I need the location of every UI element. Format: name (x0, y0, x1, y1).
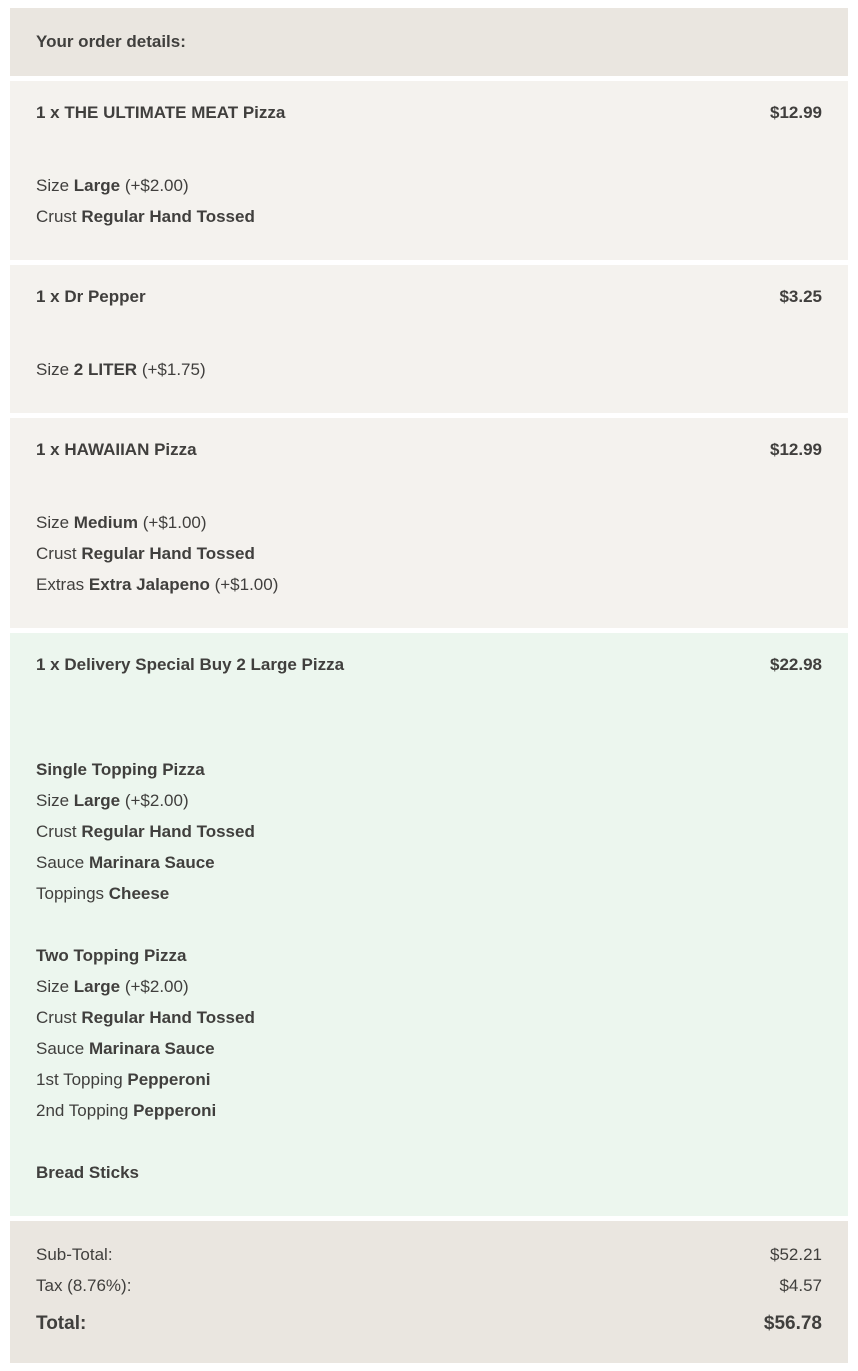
detail-value: Regular Hand Tossed (81, 207, 255, 226)
detail-label: Toppings (36, 884, 109, 903)
detail-line (36, 971, 822, 1002)
totals-value: $52.21 (770, 1245, 822, 1264)
detail-label: (+$2.00) (120, 977, 189, 996)
totals-label: Sub-Total: (36, 1245, 113, 1264)
totals-section (10, 1221, 848, 1363)
detail-group-heading: Single Topping Pizza (36, 760, 205, 779)
detail-value: Large (73, 176, 121, 195)
detail-value: 2 LITER (73, 360, 138, 379)
totals-row (36, 1270, 822, 1301)
detail-group (36, 1157, 822, 1188)
detail-value: Marinara Sauce (88, 853, 215, 872)
detail-value: Extra Jalapeno (88, 575, 210, 594)
order-item-details (36, 354, 822, 385)
detail-label: Sauce (36, 1039, 89, 1058)
detail-label: (+$1.00) (209, 575, 279, 594)
detail-label: (+$1.75) (137, 360, 206, 379)
order-item-title: 1 x Dr Pepper (36, 287, 146, 306)
detail-label: Size (36, 791, 74, 810)
order-item-price: $12.99 (770, 103, 822, 122)
detail-line (36, 847, 822, 878)
detail-line (36, 1033, 822, 1064)
order-item (10, 265, 848, 413)
order-item (10, 633, 848, 1216)
totals-label: Tax (8.76%): (36, 1276, 132, 1295)
detail-line (36, 569, 822, 600)
detail-line (36, 1002, 822, 1033)
detail-value: Regular Hand Tossed (81, 544, 255, 563)
detail-line (36, 1064, 822, 1095)
order-item-price: $12.99 (770, 440, 822, 459)
totals-label: Total: (36, 1313, 87, 1334)
detail-value: Pepperoni (133, 1101, 217, 1120)
order-details-header (10, 8, 848, 76)
detail-label: Size (36, 176, 74, 195)
order-item-title: 1 x THE ULTIMATE MEAT Pizza (36, 103, 286, 122)
detail-label: 1st Topping (36, 1070, 128, 1089)
detail-group (36, 940, 822, 1126)
detail-line (36, 538, 822, 569)
detail-label: 2nd Topping (36, 1101, 134, 1120)
detail-value: Medium (73, 513, 139, 532)
detail-line (36, 1095, 822, 1126)
detail-value: Large (73, 977, 121, 996)
order-item-header (36, 281, 822, 312)
detail-label: Crust (36, 207, 82, 226)
detail-value: Cheese (108, 884, 170, 903)
detail-label: Crust (36, 544, 82, 563)
detail-value: Regular Hand Tossed (81, 822, 255, 841)
detail-line (36, 816, 822, 847)
totals-value: $4.57 (779, 1276, 822, 1295)
detail-line (36, 785, 822, 816)
order-item-title: 1 x HAWAIIAN Pizza (36, 440, 197, 459)
detail-label: Extras (36, 575, 89, 594)
totals-value: $56.78 (763, 1313, 822, 1334)
order-items-list (10, 81, 848, 1216)
detail-label: (+$2.00) (120, 176, 189, 195)
order-item-price: $3.25 (779, 287, 822, 306)
detail-group-heading: Bread Sticks (36, 1163, 139, 1182)
detail-label: Size (36, 360, 74, 379)
detail-label: Size (36, 513, 74, 532)
order-item-details (36, 754, 822, 1188)
detail-label: (+$2.00) (120, 791, 189, 810)
detail-label: Crust (36, 1008, 82, 1027)
detail-value: Marinara Sauce (88, 1039, 215, 1058)
order-item-details (36, 507, 822, 600)
detail-value: Pepperoni (127, 1070, 211, 1089)
detail-group (36, 754, 822, 909)
order-item-details (36, 170, 822, 232)
detail-group (36, 354, 822, 385)
detail-group (36, 507, 822, 600)
detail-label: Sauce (36, 853, 89, 872)
order-item (10, 81, 848, 260)
detail-value: Large (73, 791, 121, 810)
order-item-header (36, 97, 822, 128)
detail-label: (+$1.00) (138, 513, 207, 532)
detail-label: Crust (36, 822, 82, 841)
detail-line (36, 878, 822, 909)
order-item-header (36, 649, 822, 680)
detail-group (36, 170, 822, 232)
totals-row (36, 1307, 822, 1341)
order-item (10, 418, 848, 628)
detail-label: Size (36, 977, 74, 996)
detail-line (36, 354, 822, 385)
detail-line (36, 201, 822, 232)
order-item-header (36, 434, 822, 465)
detail-line (36, 507, 822, 538)
detail-value: Regular Hand Tossed (81, 1008, 255, 1027)
totals-row (36, 1239, 822, 1270)
detail-line (36, 170, 822, 201)
order-details-title: Your order details: (36, 32, 186, 51)
order-item-title: 1 x Delivery Special Buy 2 Large Pizza (36, 655, 345, 674)
order-item-price: $22.98 (770, 655, 822, 674)
detail-group-heading: Two Topping Pizza (36, 946, 187, 965)
